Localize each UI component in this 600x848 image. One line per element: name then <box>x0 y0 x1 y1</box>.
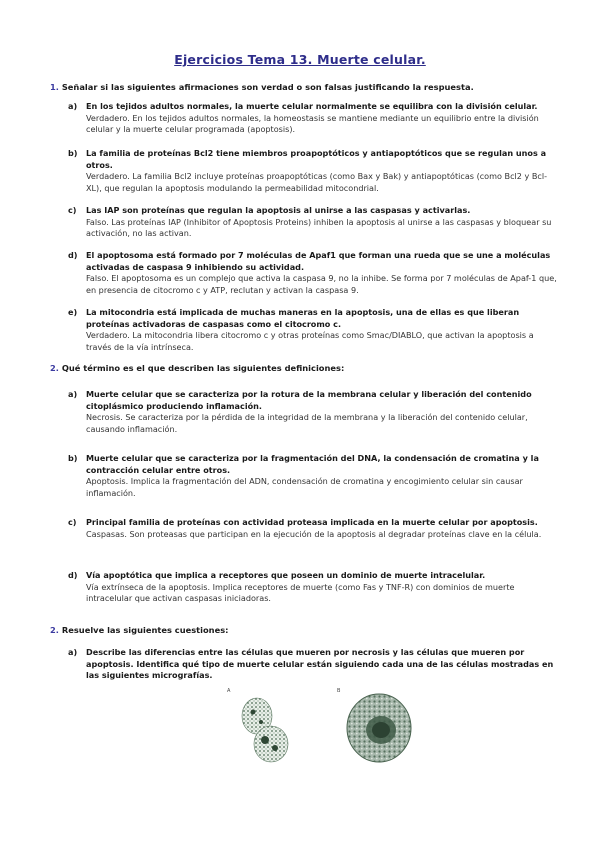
item-letter: d) <box>68 250 78 260</box>
list-item <box>68 453 558 499</box>
micrograph-b-image <box>343 690 415 766</box>
list-item <box>68 307 558 353</box>
answer-text: Verdadero. La familia Bcl2 incluye proteínas proapoptóticas (como Bax y Bak) y antiapoptóticas (como Bcl2 y Bcl-XL), que regulan la apoptosis modulando la permeabilidad mitocondrial. <box>86 171 548 193</box>
section-number: 1. <box>50 82 59 92</box>
section-heading-1 <box>50 82 560 93</box>
question-text: La mitocondria está implicada de muchas maneras en la apoptosis, una de ellas es que liberan proteínas activadoras de caspasas como el citocromo c. <box>86 307 520 329</box>
list-item <box>68 389 558 435</box>
answer-text: Vía extrínseca de la apoptosis. Implica receptores de muerte (como Fas y TNF-R) con dominios de muerte intracelular que activan caspasas iniciadoras. <box>86 581 515 604</box>
figure-label-a: A <box>227 688 231 694</box>
answer-text: Falso. El apoptosoma es un complejo que activa la caspasa 9, no la inhibe. Se forma por 7 moléculas de Apaf-1 que, en presencia de citocromo c y ATP, reclutan y activan la caspasa 9. <box>86 273 557 295</box>
question-text: Principal familia de proteínas con actividad proteasa implicada en la muerte celular por apoptosis. <box>86 517 538 527</box>
question-text: Vía apoptótica que implica a receptores que poseen un dominio de muerte intracelular. <box>86 570 486 580</box>
item-letter: a) <box>68 647 78 657</box>
answer-text: Caspasas. Son proteasas que participan en la ejecución de la apoptosis al degradar proteínas clave en la célula. <box>86 528 542 539</box>
question-text: Describe las diferencias entre las células que mueren por necrosis y las células que mueren por apoptosis. Identifica qué tipo de muerte celular están siguiendo cada una de las células mostradas en las siguientes micrografías. <box>86 647 554 681</box>
question-text: El apoptosoma está formado por 7 moléculas de Apaf1 que forman una rueda que se une a moléculas activadas de caspasa 9 inhibiendo su actividad. <box>86 250 551 272</box>
list-item <box>68 517 558 540</box>
page-title: Ejercicios Tema 13. Muerte celular. <box>174 52 426 67</box>
item-letter: a) <box>68 389 78 399</box>
list-item <box>68 647 558 682</box>
micrograph-a-image <box>235 690 295 766</box>
section-heading-2 <box>50 363 560 374</box>
section-heading-text: Qué término es el que describen las siguientes definiciones: <box>61 363 345 373</box>
answer-text: Verdadero. La mitocondria libera citocromo c y otras proteínas como Smac/DIABLO, que activan la apoptosis a través de la vía intrínseca. <box>86 330 534 352</box>
answer-text: Apoptosis. Implica la fragmentación del ADN, condensación de cromatina y encogimiento celular sin causar inflamación. <box>86 476 523 498</box>
answer-text: Necrosis. Se caracteriza por la pérdida de la integridad de la membrana y la liberación del contenido celular, causando inflamación. <box>86 412 528 434</box>
item-letter: c) <box>68 205 77 215</box>
item-letter: c) <box>68 517 77 527</box>
item-letter: b) <box>68 148 78 158</box>
figure-label-b: B <box>337 688 341 694</box>
question-text: Las IAP son proteínas que regulan la apoptosis al unirse a las caspasas y activarlas. <box>86 205 471 215</box>
section-heading-text: Señalar si las siguientes afirmaciones son verdad o son falsas justificando la respuesta. <box>61 82 474 92</box>
list-item <box>68 101 558 136</box>
question-text: La familia de proteínas Bcl2 tiene miembros proapoptóticos y antiapoptóticos que se regulan unos a otros. <box>86 148 547 170</box>
question-text: En los tejidos adultos normales, la muerte celular normalmente se equilibra con la división celular. <box>86 101 538 111</box>
section-number: 2. <box>50 363 59 373</box>
micrographs <box>225 688 425 768</box>
item-letter: e) <box>68 307 78 317</box>
question-text: Muerte celular que se caracteriza por la fragmentación del DNA, la condensación de cromatina y la contracción celular entre otros. <box>86 453 539 475</box>
list-item <box>68 148 558 194</box>
item-letter: d) <box>68 570 78 580</box>
question-text: Muerte celular que se caracteriza por la rotura de la membrana celular y liberación del contenido citoplásmico produciendo inflamación. <box>86 389 532 411</box>
section-heading-3 <box>50 625 560 636</box>
item-letter: a) <box>68 101 78 111</box>
list-item <box>68 570 558 605</box>
list-item <box>68 205 558 240</box>
section-heading-text: Resuelve las siguientes cuestiones: <box>61 625 229 635</box>
item-letter: b) <box>68 453 78 463</box>
answer-text: Falso. Las proteínas IAP (Inhibitor of Apoptosis Proteins) inhiben la apoptosis al unirse a las caspasas y bloquear su activación, no las activan. <box>86 216 552 239</box>
list-item <box>68 250 558 296</box>
answer-text: Verdadero. En los tejidos adultos normales, la homeostasis se mantiene mediante un equilibrio entre la división celular y la muerte celular programada (apoptosis). <box>86 112 539 135</box>
section-number: 2. <box>50 625 59 635</box>
